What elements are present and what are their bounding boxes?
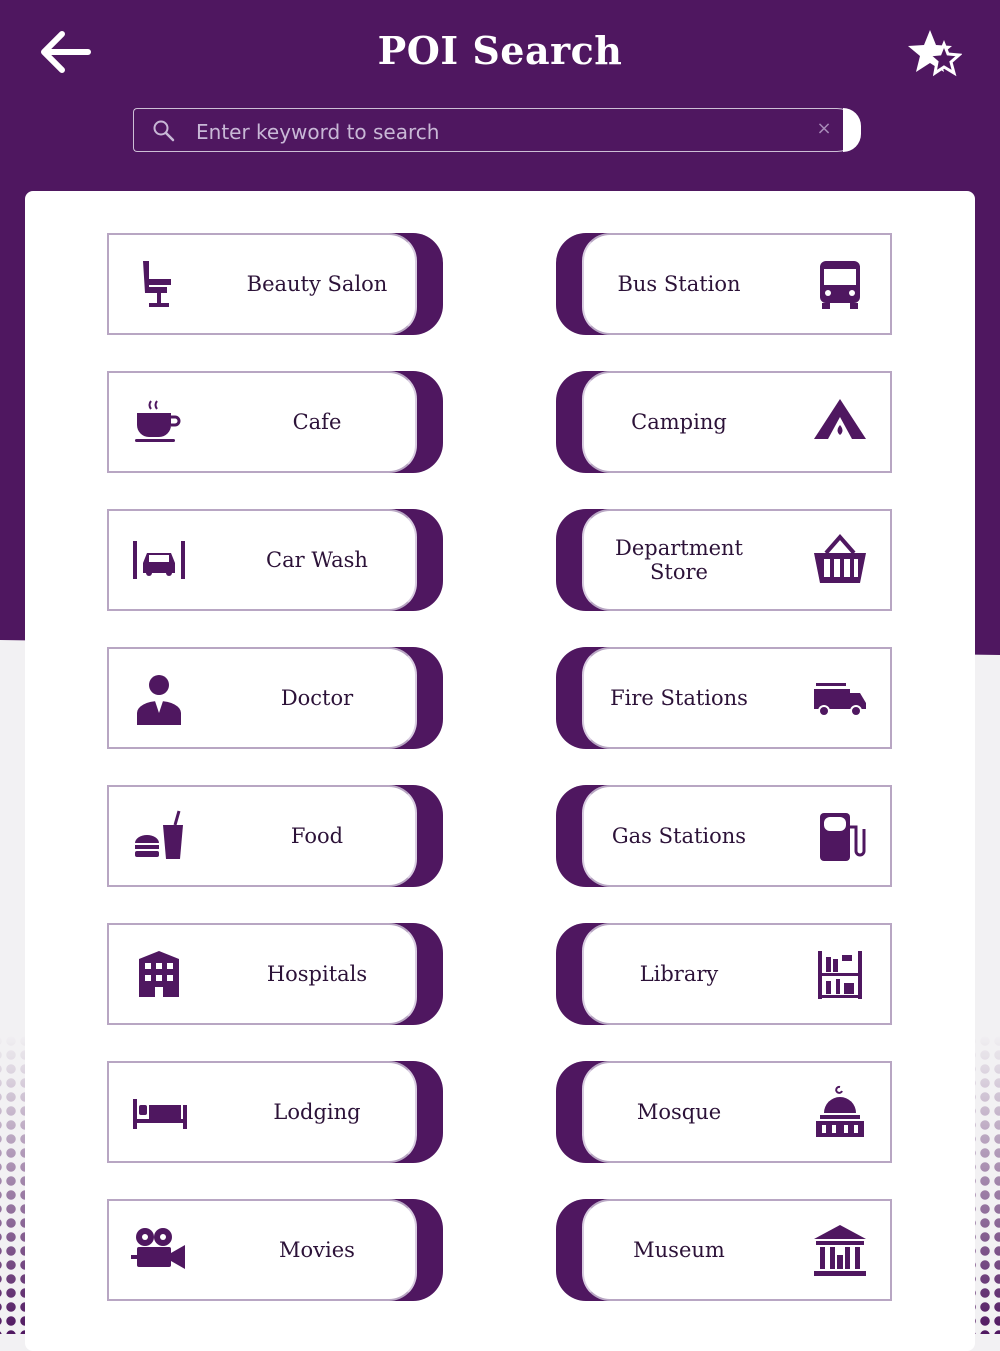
category-label: Fire Stations [610, 686, 748, 710]
category-doctor[interactable] [107, 647, 443, 749]
category-mosque[interactable] [556, 1061, 892, 1163]
mosque-icon [812, 1085, 868, 1141]
top-bar [0, 0, 1000, 105]
bus-icon [812, 257, 868, 313]
category-car-wash[interactable] [107, 509, 443, 611]
category-label: Bus Station [617, 272, 741, 296]
category-label: Lodging [273, 1100, 361, 1124]
category-label: Gas Stations [611, 824, 747, 848]
categories-panel [25, 191, 975, 1351]
category-label: Doctor [280, 686, 354, 710]
category-food[interactable] [107, 785, 443, 887]
coffee-cup-icon [131, 395, 187, 451]
category-cafe[interactable] [107, 371, 443, 473]
doctor-icon [131, 671, 187, 727]
bed-icon [131, 1085, 187, 1141]
category-label: Car Wash [266, 548, 368, 572]
movie-camera-icon [131, 1223, 187, 1279]
bookshelf-icon [812, 947, 868, 1003]
category-label: Mosque [636, 1100, 722, 1124]
favorites-button[interactable] [908, 28, 962, 80]
category-label: Movies [279, 1238, 355, 1262]
category-label: Library [639, 962, 719, 986]
burger-drink-icon [131, 809, 187, 865]
search-input[interactable] [194, 115, 798, 149]
salon-chair-icon [131, 257, 187, 313]
hospital-building-icon [131, 947, 187, 1003]
fire-truck-icon [812, 671, 868, 727]
category-department-store[interactable] [556, 509, 892, 611]
category-label: Beauty Salon [246, 272, 388, 296]
category-label: Food [290, 824, 344, 848]
category-label: Camping [631, 410, 727, 434]
category-library[interactable] [556, 923, 892, 1025]
car-wash-icon [131, 533, 187, 589]
category-fire-stations[interactable] [556, 647, 892, 749]
category-gas-stations[interactable] [556, 785, 892, 887]
stars-icon [908, 28, 962, 80]
category-bus-station[interactable] [556, 233, 892, 335]
search-icon [152, 119, 176, 143]
category-movies[interactable] [107, 1199, 443, 1301]
category-lodging[interactable] [107, 1061, 443, 1163]
category-camping[interactable] [556, 371, 892, 473]
basket-icon [812, 533, 868, 589]
clear-search-button[interactable]: × [816, 118, 832, 139]
category-hospitals[interactable] [107, 923, 443, 1025]
category-label: Museum [633, 1238, 725, 1262]
category-label: Department Store [614, 536, 743, 584]
category-label: Cafe [292, 410, 342, 434]
category-beauty-salon[interactable] [107, 233, 443, 335]
museum-icon [812, 1223, 868, 1279]
fuel-pump-icon [812, 809, 868, 865]
search-bar [133, 108, 859, 152]
tent-icon [812, 395, 868, 451]
page-title: POI Search [377, 28, 623, 73]
category-museum[interactable] [556, 1199, 892, 1301]
category-label: Hospitals [266, 962, 368, 986]
